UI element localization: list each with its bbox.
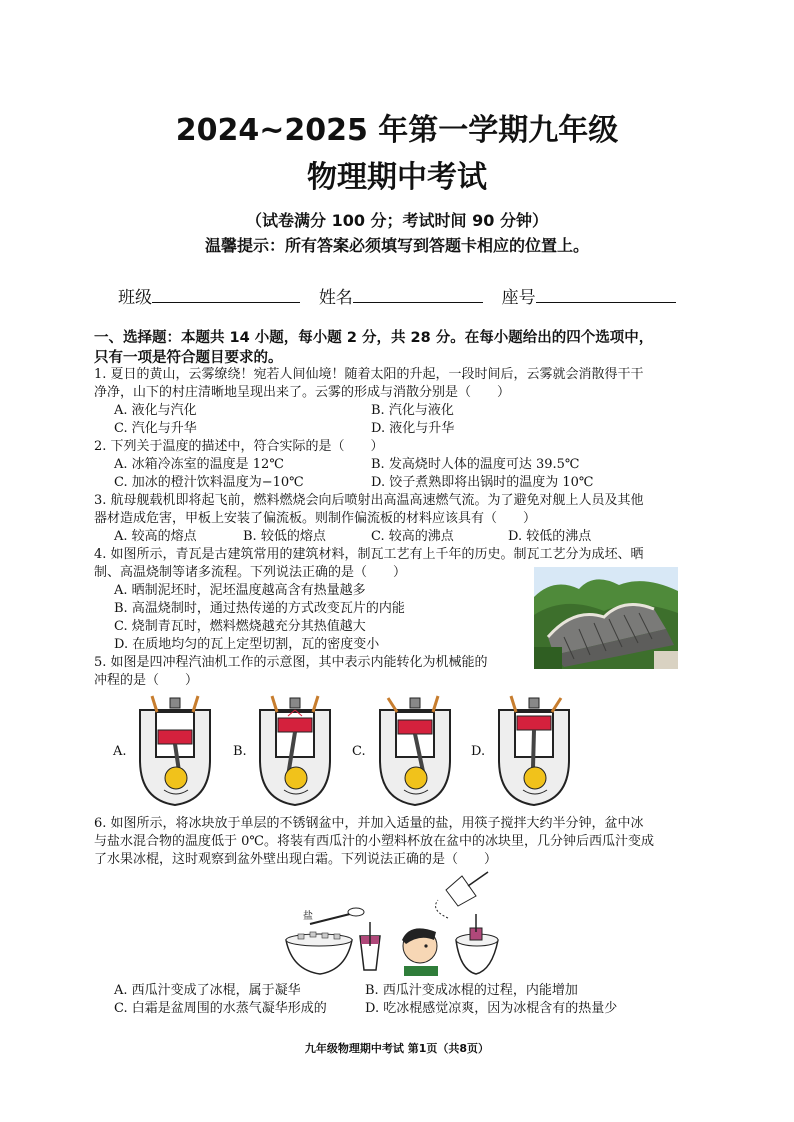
q4-stem-line1: 4. 如图所示，青瓦是古建筑常用的建筑材料，制瓦工艺有上千年的历史。制瓦工艺分为成坯、晒 xyxy=(94,547,644,562)
q5-label-c[interactable]: C. xyxy=(352,744,366,759)
q4-option-c[interactable]: C. 烧制青瓦时，燃料燃烧越充分其热值越大 xyxy=(114,619,366,634)
q2-option-c[interactable]: C. 加冰的橙汁饮料温度为−10℃ xyxy=(114,475,304,490)
engine-diagram-b xyxy=(250,690,340,810)
ice-salt-experiment-illustration xyxy=(280,862,500,978)
salt-label: 盐 xyxy=(303,911,313,922)
q3-option-a[interactable]: A. 较高的熔点 xyxy=(114,529,197,544)
q5-stem-line1: 5. 如图是四冲程汽油机工作的示意图，其中表示内能转化为机械能的 xyxy=(94,655,488,670)
q1-option-b[interactable]: B. 汽化与液化 xyxy=(371,403,454,418)
q6-stem-line1: 6. 如图所示，将冰块放于单层的不锈钢盆中，并加入适量的盐，用筷子搅拌大约半分钟，盆中冰 xyxy=(94,816,644,831)
q1-stem-line2: 净净，山下的村庄清晰地呈现出来了。云雾的形成与消散分别是（ ） xyxy=(94,385,511,400)
name-label: 姓名 xyxy=(318,288,353,308)
q6-option-d[interactable]: D. 吃冰棍感觉凉爽，因为冰棍含有的热量少 xyxy=(365,1001,618,1016)
q2-stem-line1: 2. 下列关于温度的描述中，符合实际的是（ ） xyxy=(94,439,384,454)
q2-option-a[interactable]: A. 冰箱冷冻室的温度是 12℃ xyxy=(114,457,284,472)
q1-option-c[interactable]: C. 汽化与升华 xyxy=(114,421,197,436)
exam-title-line1: 2024~2025 年第一学期九年级 xyxy=(175,113,619,148)
q4-option-d[interactable]: D. 在质地均匀的瓦上定型切割，瓦的密度变小 xyxy=(114,637,380,652)
q5-label-b[interactable]: B. xyxy=(233,744,247,759)
q6-stem-line2: 与盐水混合物的温度低于 0℃。将装有西瓜汁的小塑料杯放在盆中的冰块里，几分钟后西瓜汁变成 xyxy=(94,834,654,849)
section1-heading-line2: 只有一项是符合题目要求的。 xyxy=(94,350,283,366)
exam-info: （试卷满分 100 分；考试时间 90 分钟） xyxy=(246,211,548,230)
q6-option-a[interactable]: A. 西瓜汁变成了冰棍，属于凝华 xyxy=(114,983,301,998)
class-label: 班级 xyxy=(118,288,152,308)
q1-option-d[interactable]: D. 液化与升华 xyxy=(371,421,455,436)
seat-field[interactable] xyxy=(536,288,676,303)
q5-label-d[interactable]: D. xyxy=(471,744,486,759)
exam-title-line2: 物理期中考试 xyxy=(307,160,487,195)
q3-stem-line1: 3. 航母舰载机即将起飞前，燃料燃烧会向后喷射出高温高速燃气流。为了避免对舰上人员及其他 xyxy=(94,493,644,508)
q5-stem-line2: 冲程的是（ ） xyxy=(94,673,199,688)
student-info-row xyxy=(118,283,676,308)
q3-option-b[interactable]: B. 较低的熔点 xyxy=(243,529,326,544)
section1-heading-line1: 一、选择题：本题共 14 小题，每小题 2 分，共 28 分。在每小题给出的四个选项中， xyxy=(94,330,654,346)
q4-option-b[interactable]: B. 高温烧制时，通过热传递的方式改变瓦片的内能 xyxy=(114,601,405,616)
q4-option-a[interactable]: A. 晒制泥坯时，泥坯温度越高含有热量越多 xyxy=(114,583,366,598)
q1-option-a[interactable]: A. 液化与汽化 xyxy=(114,403,197,418)
q5-label-a[interactable]: A. xyxy=(113,744,127,759)
seat-label: 座号 xyxy=(501,288,536,308)
page-footer: 九年级物理期中考试 第1页（共8页） xyxy=(304,1042,490,1055)
roof-tile-photo xyxy=(534,567,678,669)
name-field[interactable] xyxy=(353,288,483,303)
q2-option-b[interactable]: B. 发高烧时人体的温度可达 39.5℃ xyxy=(371,457,580,472)
engine-diagram-a xyxy=(130,690,220,810)
q4-stem-line2: 制、高温烧制等诸多流程。下列说法正确的是（ ） xyxy=(94,565,407,580)
q6-stem-line3: 了水果冰棍，这时观察到盆外壁出现白霜。下列说法正确的是（ ） xyxy=(94,852,498,867)
engine-diagram-d xyxy=(489,690,579,810)
q6-option-c[interactable]: C. 白霜是盆周围的水蒸气凝华形成的 xyxy=(114,1001,327,1016)
q3-option-d[interactable]: D. 较低的沸点 xyxy=(508,529,592,544)
q2-option-d[interactable]: D. 饺子煮熟即将出锅时的温度为 10℃ xyxy=(371,475,594,490)
q6-option-b[interactable]: B. 西瓜汁变成冰棍的过程，内能增加 xyxy=(365,983,578,998)
exam-tip: 温馨提示：所有答案必须填写到答题卡相应的位置上。 xyxy=(204,236,589,255)
class-field[interactable] xyxy=(152,288,300,303)
q3-option-c[interactable]: C. 较高的沸点 xyxy=(371,529,454,544)
q3-stem-line2: 器材造成危害，甲板上安装了偏流板。则制作偏流板的材料应该具有（ ） xyxy=(94,511,537,526)
q1-stem-line1: 1. 夏日的黄山，云雾缭绕！宛若人间仙境！随着太阳的升起，一段时间后，云雾就会消散得干干 xyxy=(94,367,644,382)
engine-diagram-c xyxy=(370,690,460,810)
